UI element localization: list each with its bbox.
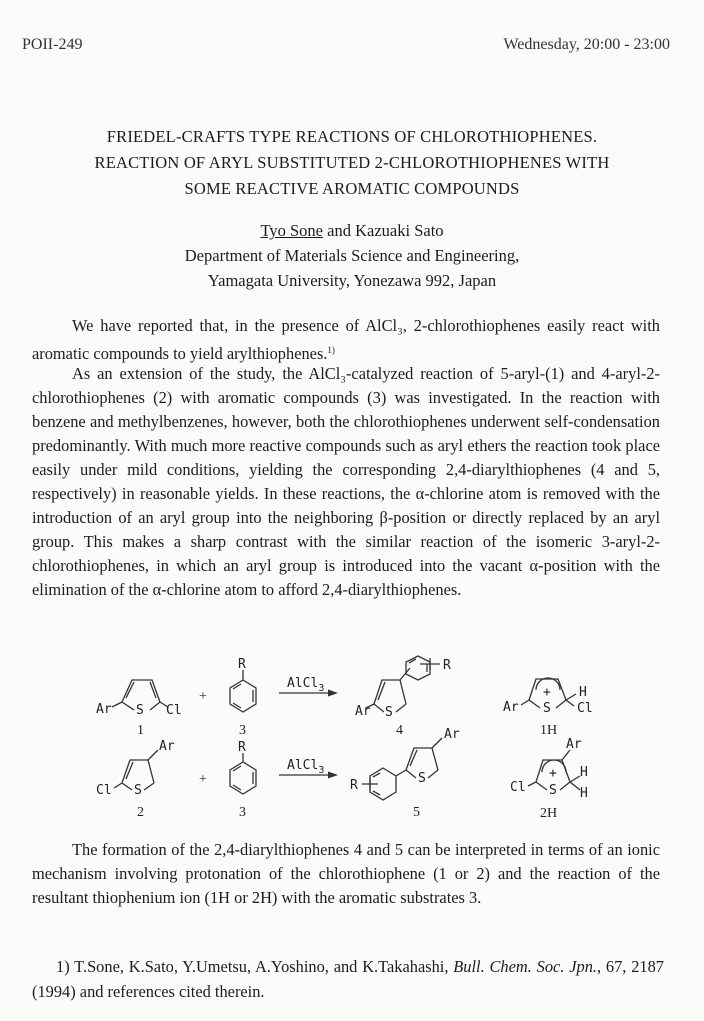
compound-5 — [350, 727, 460, 820]
sulfur-atom: S — [549, 783, 557, 798]
reaction-scheme — [0, 650, 704, 840]
compound-label: 4 — [396, 723, 403, 738]
chlorine-atom: Cl — [166, 703, 182, 718]
footnote-reference — [32, 954, 664, 1004]
chlorine-atom: Cl — [577, 701, 593, 716]
intermediate-1H — [503, 678, 593, 738]
compound-label: 1H — [540, 723, 558, 738]
aryl-atom: Ar — [355, 704, 371, 719]
title-line: SOME REACTIVE AROMATIC COMPOUNDS — [184, 179, 520, 198]
sulfur-atom: S — [543, 701, 551, 716]
compound-3 — [230, 740, 256, 820]
plus-sign: + — [199, 689, 207, 704]
reaction-arrow — [279, 758, 338, 779]
paragraph-mechanism — [32, 838, 660, 910]
aryl-atom: Ar — [159, 739, 175, 754]
compound-label: 3 — [239, 723, 246, 738]
poster-id: POII-249 — [22, 36, 83, 53]
plus-sign: + — [199, 772, 207, 787]
title-line: REACTION OF ARYL SUBSTITUTED 2-CHLOROTHIOPHENES WITH — [94, 153, 610, 172]
compound-2 — [96, 739, 175, 820]
sulfur-atom: S — [134, 783, 142, 798]
sulfur-atom: S — [385, 705, 393, 720]
reference-marker: 1) — [327, 345, 335, 355]
sulfur-atom: S — [418, 771, 426, 786]
reagent-label: AlCl$_3$ — [287, 758, 325, 776]
paper-title — [0, 124, 704, 202]
substituent-atom: R — [238, 657, 246, 672]
charge-symbol: + — [549, 766, 557, 781]
substituent-atom: R — [238, 740, 246, 755]
author-connector: and — [323, 221, 356, 240]
aryl-atom: Ar — [444, 727, 460, 742]
coauthor: Kazuaki Sato — [355, 221, 444, 240]
hydrogen-atom: H — [580, 786, 588, 801]
paragraph-intro — [32, 314, 660, 366]
compound-label: 1 — [137, 723, 144, 738]
paragraph-text: As an extension of the study, the AlCl₃-catalyzed reaction of 5-aryl-(1) and 4-aryl-2-chlorothiophenes (2) with aromatic compounds (3) was investigated. In the reaction with benzene and methylbenzenes, however, both the chlorothiophenes underwent self-condensation predominantly. With much more reactive compounds such as aryl ethers the reaction took place easily under mild conditions, yielding the corresponding 2,4-diarylthiophenes (4 and 5, respectively) in reasonable yields. In these reactions, the α-chlorine atom is removed with the introduction of an aryl group into the neighboring β-position or directly replaced by an aryl group. This makes a sharp contrast with the similar reaction of the isomeric 3-aryl-2-chlorothiophenes, in which an aryl group is introduced into the vacant α-position with the elimination of the α-chlorine atom to afford 2,4-diarylthiophenes. — [32, 364, 660, 599]
compound-3 — [230, 657, 256, 738]
compound-label: 2H — [540, 806, 558, 821]
charge-symbol: + — [543, 685, 551, 700]
compound-label: 5 — [413, 805, 420, 820]
footnote-journal: Bull. Chem. Soc. Jpn. — [453, 957, 597, 976]
hydrogen-atom: H — [580, 765, 588, 780]
intermediate-2H — [510, 737, 588, 821]
aryl-atom: Ar — [566, 737, 582, 752]
chlorine-atom: Cl — [96, 783, 112, 798]
author-block — [0, 218, 704, 293]
footnote-authors: 1) T.Sone, K.Sato, Y.Umetsu, A.Yoshino, and K.Takahashi, — [56, 957, 454, 976]
footnote-citation: , 67, 2187 (1994) and references cited therein. — [32, 957, 664, 1001]
hydrogen-atom: H — [579, 685, 587, 700]
paragraph-text: We have reported that, in the presence of AlCl₃, 2-chlorothiophenes easily react with aromatic compounds to yield arylthiophenes. — [32, 316, 660, 363]
affiliation-line: Yamagata University, Yonezawa 992, Japan — [207, 271, 497, 290]
presenting-author: Tyo Sone — [260, 221, 324, 240]
aryl-atom: Ar — [503, 700, 519, 715]
session-time: Wednesday, 20:00 - 23:00 — [503, 36, 670, 53]
reaction-arrow — [279, 676, 338, 697]
compound-4 — [355, 656, 451, 738]
compound-1 — [96, 680, 182, 738]
affiliation-line: Department of Materials Science and Engineering, — [184, 246, 520, 265]
aryl-atom: Ar — [96, 702, 112, 717]
sulfur-atom: S — [136, 703, 144, 718]
reagent-label: AlCl$_3$ — [287, 676, 325, 694]
compound-label: 3 — [239, 805, 246, 820]
substituent-atom: R — [443, 658, 451, 673]
title-line: FRIEDEL-CRAFTS TYPE REACTIONS OF CHLOROTHIOPHENES. — [106, 127, 598, 146]
paragraph-text: The formation of the 2,4-diarylthiophenes 4 and 5 can be interpreted in terms of an ionic mechanism involving protonation of the chlorothiophene (1 or 2) and the reaction of the resultant thiophenium ion (1H or 2H) with the aromatic substrates 3. — [32, 840, 660, 907]
chlorine-atom: Cl — [510, 780, 526, 795]
paragraph-study — [32, 362, 660, 602]
author-line — [0, 218, 704, 243]
substituent-atom: R — [350, 778, 358, 793]
compound-label: 2 — [137, 805, 144, 820]
